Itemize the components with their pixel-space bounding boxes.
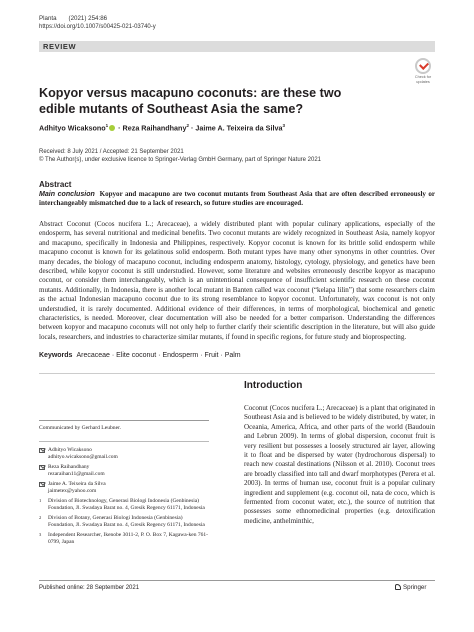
keywords	[39, 352, 241, 359]
main-conclusion-text: Kopyor and macapuno are two coconut mutants from Southeast Asia that are often described erroneously or interchangeably mismatched due to a lack of research, so future studies are encouraged.	[39, 190, 435, 208]
author-list	[39, 123, 285, 132]
published-online-date: Published online: 28 September 2021	[39, 585, 140, 591]
publisher-logo	[395, 584, 426, 591]
footnote-block	[39, 441, 209, 549]
journal-header	[39, 15, 119, 23]
affiliation-text: Independent Researcher, Ikenobe 3011-2, P. O. Box 7, Kagawa-ken 761-0799, Japan	[48, 532, 208, 545]
contact-email[interactable]: rezaraihan11@gmail.com	[48, 471, 105, 477]
doi-link[interactable]: https://doi.org/10.1007/s00425-021-03740-y	[39, 24, 156, 30]
contact-entry	[39, 481, 209, 495]
contact-entry	[39, 464, 209, 478]
abstract-body: Abstract Coconut (Cocos nucifera L.; Arecaceae), a widely distributed plant with popular culinary applications, especially of the endosperm, has several nutritional and medicinal benefits. Two coconut mutants are widely recognized in Southeast Asia, namely kopyor and macapuno, specifically in Indonesia and Philippines, respectively. Kopyor coconut is known for its brittle solid endosperm while macapuno coconut is known for its gelatinous solid endosperm. Both mutant types have many other synonyms in other countries. Over many decades, the biology of macapuno coconut, including endosperm anatomy, histology, cytology, physiology, and genetics have been described, while kopyor coconut is still understudied. However, some literature and websites erroneously describe kopyor as macapuno coconut, or consider them interchangeably, which is an unintentional consequence of insufficient scientific research on these coconut mutants. Additionally, in Indonesia, there is another local mutant in Banten called wax coconut (“kelapa lilin”) that some researchers claim as the actual Indonesian macapuno coconut due to its strong resemblance to kopyor coconut. Unfortunately, wax coconut is not only understudied, it is rarely documented. Additional evidence of their differences, in terms of morphological, biochemical and genetic characteristics, is needed. Moreover, clear documentation will also be needed for a better comparison. Understanding the differences between kopyor and macapuno coconuts will not only help to further clarify their scientific description in the literature, but will also guide locals, researchers, and industries to characterize similar mutants, if found in specific regions, for future study and bioprospecting.	[39, 220, 435, 341]
author-separator: ·	[116, 123, 123, 133]
section-banner	[39, 41, 435, 52]
introduction-heading: Introduction	[244, 380, 303, 391]
main-conclusion-label: Main conclusion	[39, 191, 95, 198]
check-for-updates-button[interactable]	[410, 58, 436, 84]
affiliation	[39, 532, 209, 546]
article-title: Kopyor versus macapuno coconuts: are these two edible mutants of Southeast Asia the same?	[39, 86, 342, 116]
author-affiliation-ref: 3	[282, 123, 285, 128]
contact-entry	[39, 447, 209, 461]
author-name[interactable]: Jaime A. Teixeira da Silva	[195, 123, 283, 133]
section-label: REVIEW	[43, 42, 77, 51]
keywords-label: Keywords	[39, 352, 73, 359]
affiliation-number: 1	[39, 498, 42, 503]
article-dates	[39, 148, 321, 164]
check-updates-label: Check for updates	[414, 75, 432, 84]
author-separator: ·	[188, 123, 196, 133]
affiliation-text: Division of Botany, Generasi Biologi Indonesia (Genbinesia) Foundation, Jl. Swadaya Barat no. 4, Gresik Regency 61171, Indonesia	[48, 515, 205, 528]
envelope-icon	[39, 482, 45, 487]
journal-citation: (2021) 254:86	[68, 15, 108, 22]
divider	[39, 373, 435, 374]
abstract-heading: Abstract	[39, 180, 72, 189]
check-updates-icon	[415, 58, 431, 74]
author-name[interactable]: Adhityo Wicaksono	[39, 123, 106, 133]
keywords-list: Arecaceae · Elite coconut · Endosperm · Fruit · Palm	[76, 352, 241, 359]
main-conclusion	[39, 190, 435, 209]
affiliation-number: 2	[39, 515, 42, 520]
author-name[interactable]: Reza Raihandhany	[122, 123, 187, 133]
affiliation-text: Division of Biotechnology, Generasi Biologi Indonesia (Genbinesia) Foundation, Jl. Swadaya Barat no. 4, Gresik Regency 61171, Indonesia	[48, 498, 205, 511]
received-accepted-dates: Received: 8 July 2021 / Accepted: 21 September 2021	[39, 149, 184, 155]
author-affiliation-ref: 1	[105, 123, 109, 128]
envelope-icon	[39, 448, 45, 453]
author-affiliation-ref: 2	[186, 123, 189, 128]
journal-name: Planta	[39, 15, 57, 22]
affiliation	[39, 498, 209, 512]
contact-email[interactable]: adhityo.wicaksono@gmail.com	[48, 454, 118, 460]
orcid-icon[interactable]	[109, 125, 115, 131]
contact-name: Reza Raihandhany	[48, 464, 90, 470]
communicated-by: Communicated by Gerhard Leubner.	[39, 425, 122, 431]
envelope-icon	[39, 465, 45, 470]
springer-horse-icon	[395, 584, 401, 590]
footnote-divider	[39, 420, 209, 421]
contact-name: Jaime A. Teixeira da Silva	[48, 481, 106, 487]
affiliation	[39, 515, 209, 529]
footer-divider	[39, 580, 435, 581]
introduction-text: Coconut (Cocos nucifera L.; Arecaceae) is a plant that originated in Southeast Asia and is believed to be widely distributed, by water, in Oceania, America, Africa, and other parts of the world (Baudouin and Lebrun 2009). In terms of global dispersion, coconut fruit is very resilient but possesses a loosely structured air layer, allowing it to float and be dispersed by water (hydrochorous dispersal) to reach new coastal destinations (Nilsson et al. 2010). Coconut trees are broadly classified into tall and dwarf morphotypes (Perera et al. 2003). In terms of human use, coconut fruit is a popular culinary ingredient and supplement (e.g. coconut oil, nata de coco, which is fermented from coconut water, etc.), the source of nutrition that possesses some ethnomedicinal properties (e.g. detoxification medicine, anthelminthic,	[244, 404, 435, 525]
contact-email[interactable]: jaimetex@yahoo.com	[48, 488, 97, 494]
publisher-name: Springer	[403, 584, 427, 591]
contact-name: Adhityo Wicaksono	[48, 447, 92, 453]
copyright-notice: © The Author(s), under exclusive licence to Springer-Verlag GmbH Germany, part of Springer Nature 2021	[39, 157, 321, 163]
affiliation-number: 3	[39, 532, 42, 537]
